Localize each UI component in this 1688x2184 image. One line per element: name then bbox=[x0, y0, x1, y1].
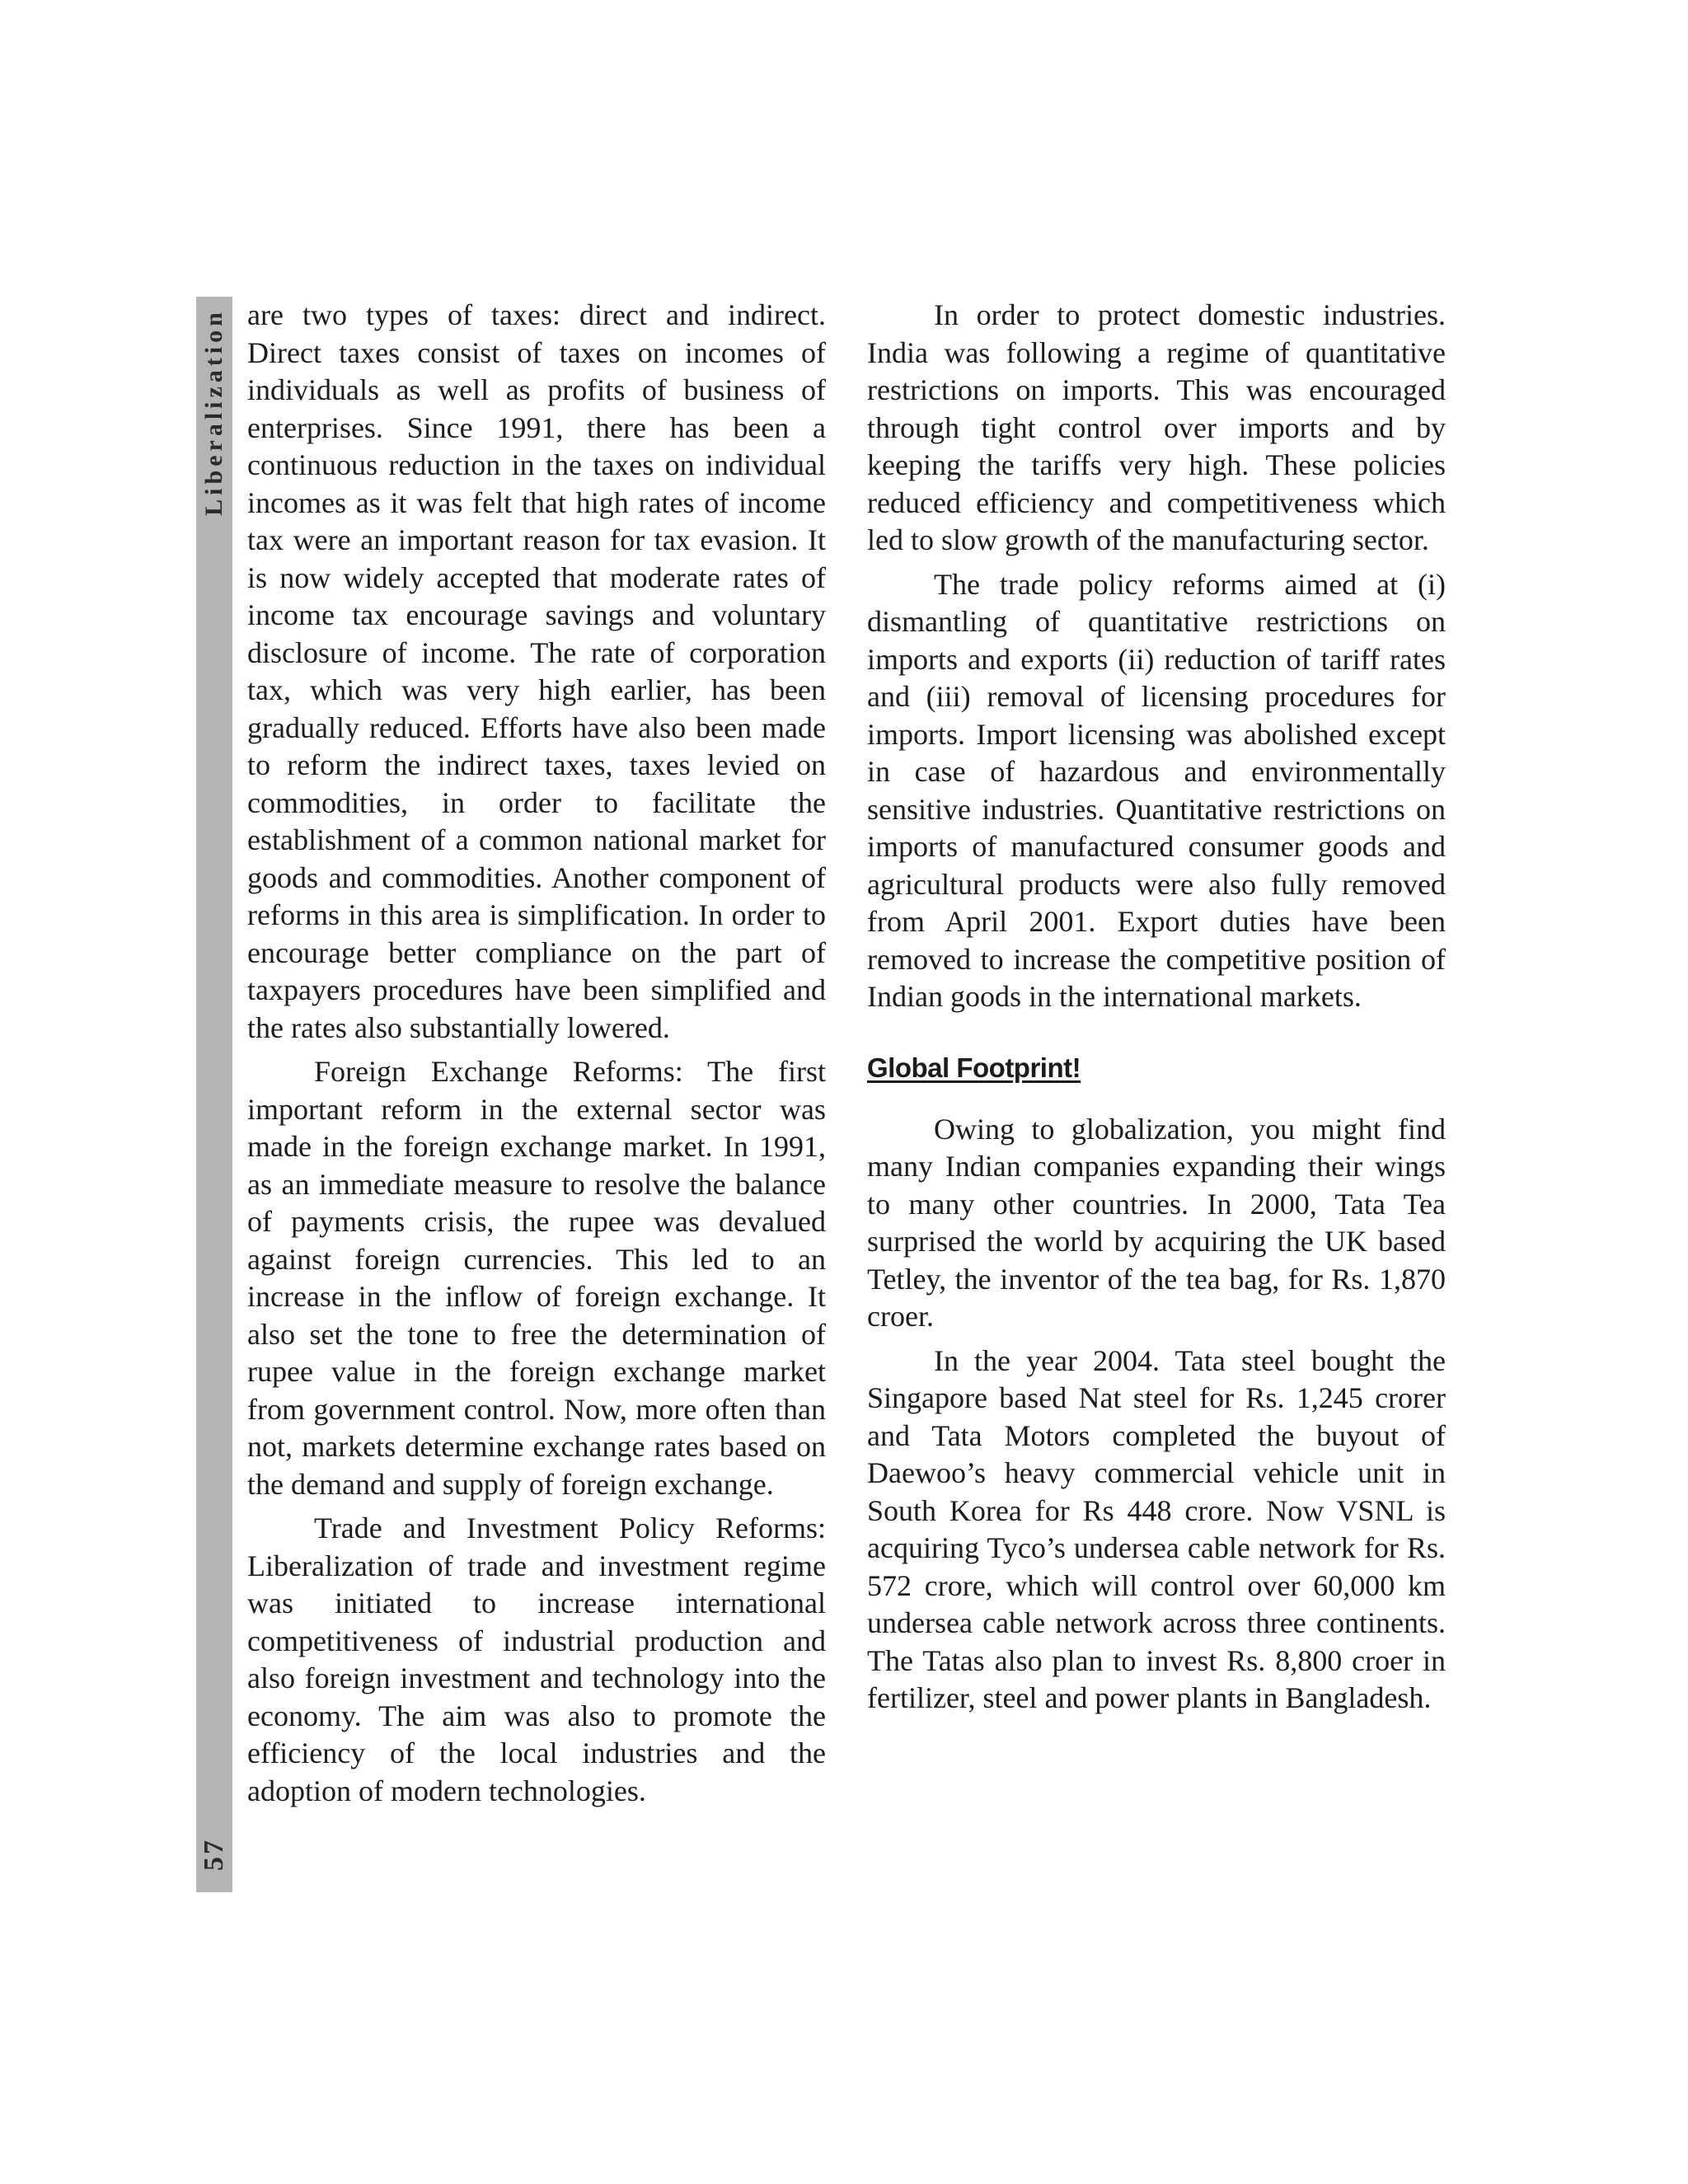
section-heading: Global Footprint! bbox=[867, 1052, 1081, 1083]
right-column bbox=[867, 297, 1446, 1724]
sidebar-strip bbox=[196, 297, 232, 1892]
paragraph-globalization: Owing to globalization, you might find many Indian companies expanding their wings to many other countries. In 2000, Tata Tea surprised the world by acquiring the UK based Tetley, the inventor of the tea bag, for Rs. 1,870 croer. bbox=[867, 1112, 1446, 1333]
paragraph-domestic-industries: In order to protect domestic industries. India was following a regime of quantitative restrictions on imports. This was encouraged through tight control over imports and by keeping the tariffs very high. These policies reduced efficiency and competitiveness which led to slow growth of the manufacturing sector. bbox=[867, 298, 1446, 556]
page-number: 57 bbox=[199, 1838, 229, 1871]
paragraph-trade-policy: The trade policy reforms aimed at (i) dismantling of quantitative restrictions on imports and exports (ii) reduction of tariff rates and (iii) removal of licensing procedures for imports. Import licensing was abolished except in case of hazardous and environmentally sensitive industries. Quantitative restrictions on imports of manufactured consumer goods and agricultural products were also fully removed from April 2001. Export duties have been removed to increase the competitive position of Indian goods in the international markets. bbox=[867, 567, 1446, 1013]
paragraph-foreign-exchange: Foreign Exchange Reforms: The first important reform in the external sector was made in the foreign exchange market. In 1991, as an immediate measure to resolve the balance of payments crisis, the rupee was devalued against foreign currencies. This led to an increase in the inflow of foreign exchange. It also set the tone to free the determination of rupee value in the foreign exchange market from government control. Now, more often than not, markets determine exchange rates based on the demand and supply of foreign exchange. bbox=[247, 1055, 826, 1501]
left-column bbox=[247, 297, 826, 1816]
paragraph-trade-investment: Trade and Investment Policy Reforms: Liberalization of trade and investment regime was initiated to increase international competitiveness of industrial production and also foreign investment and technology into the economy. The aim was also to promote the efficiency of the local industries and the adoption of modern technologies. bbox=[247, 1511, 826, 1807]
running-title: Liberalization bbox=[200, 308, 227, 516]
paragraph-tax-reforms: are two types of taxes: direct and indirect. Direct taxes consist of taxes on incomes of individuals as well as profits of business of enterprises. Since 1991, there has been a continuous reduction in the taxes on individual incomes as it was felt that high rates of income tax were an important reason for tax evasion. It is now widely accepted that moderate rates of income tax encourage savings and voluntary disclosure of income. The rate of corporation tax, which was very high earlier, has been gradually reduced. Efforts have also been made to reform the indirect taxes, taxes levied on commodities, in order to facilitate the establishment of a common national market for goods and commodities. Another component of reforms in this area is simplification. In order to encourage better compliance on the part of taxpayers procedures have been simplified and the rates also substantially lowered. bbox=[247, 298, 826, 1044]
paragraph-tata-acquisitions: In the year 2004. Tata steel bought the Singapore based Nat steel for Rs. 1,245 crorer and Tata Motors completed the buyout of Daewoo’s heavy commercial vehicle unit in South Korea for Rs 448 crore. Now VSNL is acquiring Tyco’s undersea cable network for Rs. 572 crore, which will control over 60,000 km undersea cable network across three continents. The Tatas also plan to invest Rs. 8,800 croer in fertilizer, steel and power plants in Bangladesh. bbox=[867, 1343, 1446, 1714]
